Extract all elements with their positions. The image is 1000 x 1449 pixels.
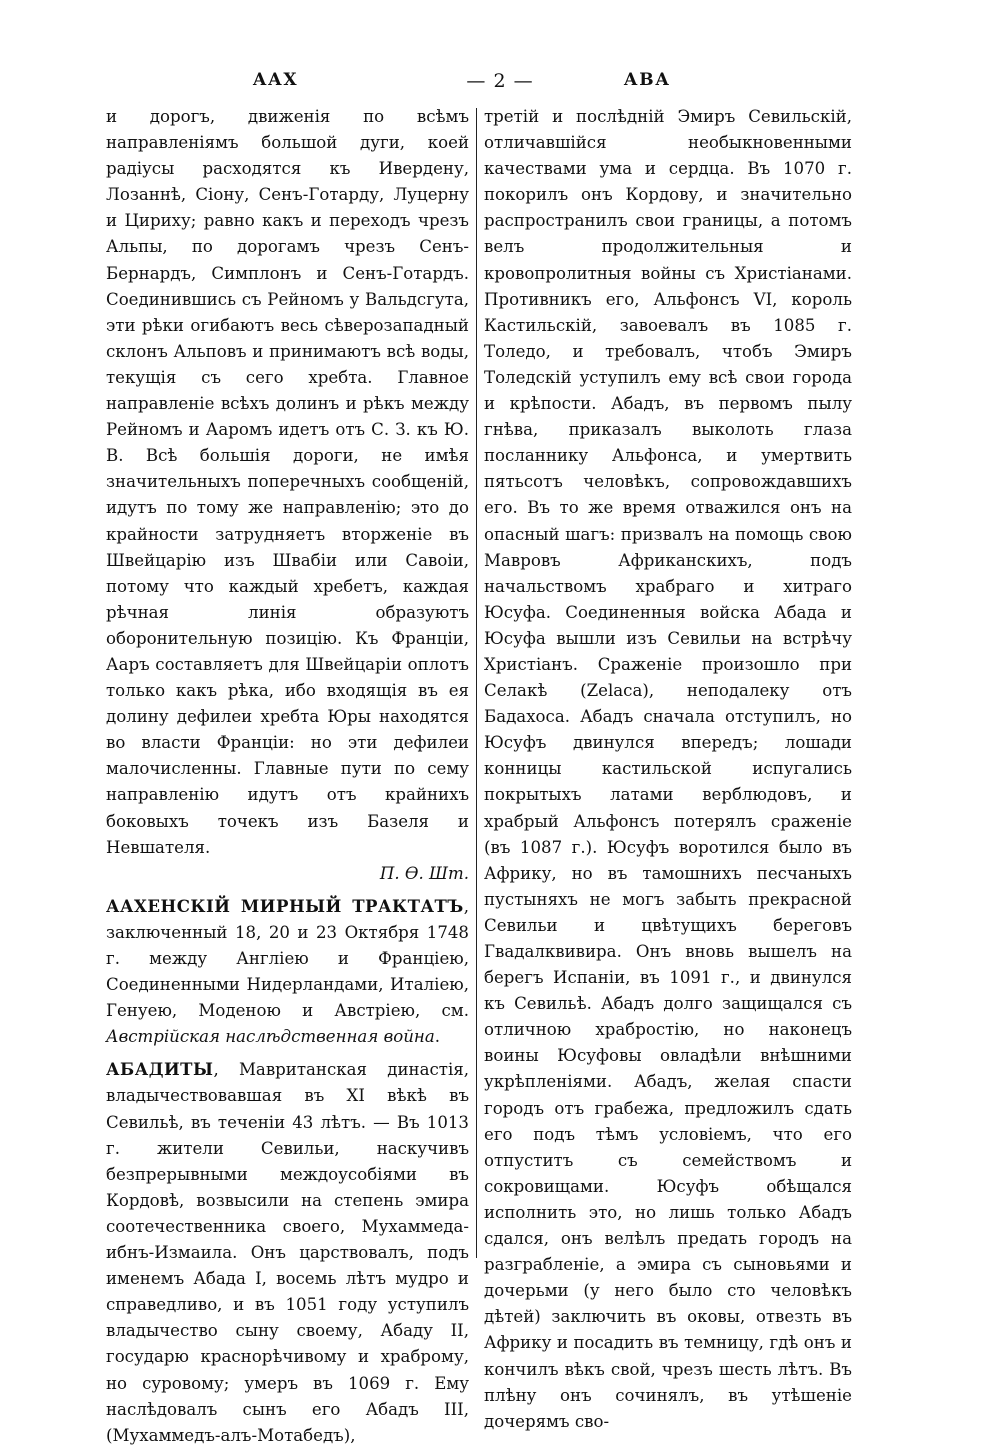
entry-aachen-treaty <box>106 893 469 1051</box>
entry-author-signature: П. Ѳ. Шт. <box>379 863 469 883</box>
entry-body: , Мавританская династія, владычествовавшая въ XI вѣкѣ въ Севильѣ, въ теченіи 43 лѣтъ. — Въ 1013 г. жители Севильи, наскучивъ безпрерывными междоусобіями въ Кордовѣ, возвысили на степень эмира соотечественника своего, Мухаммеда-ибнъ-Измаила. Онъ царствовалъ, подъ именемъ Абада I, восемь лѣтъ мудро и справедливо, и въ 1051 году уступилъ владычество сыну своему, Абаду II, государю краснорѣчивому и храброму, но суровому; умеръ въ 1069 г. Ему наслѣдовалъ сынъ его Абадъ III, (Мухаммедъ-алъ-Мотабедъ), <box>106 1060 469 1445</box>
page-number: — 2 — <box>466 70 534 92</box>
entry-body: , заключенный 18, 20 и 23 Октября 1748 г. между Англіею и Франціею, Соединенными Нидерландами, Италіею, Генуею, Моденою и Австріею, см. <box>106 896 469 1021</box>
continued-entry-text: и дорогъ, движенія по всѣмъ направленіямъ большой дуги, коей радіусы расходятся къ Ивердену, Лозаннѣ, Сіону, Сенъ-Готарду, Луцерну и Цириху; равно какъ и переходъ чрезъ Альпы, по дорогамъ чрезъ Сенъ-Бернардъ, Симплонъ и Сенъ-Готардъ. Соединившись съ Рейномъ у Вальдсгута, эти рѣки огибаютъ весь сѣверозападный склонъ Альповъ и принимаютъ всѣ воды, текущія съ сего хребта. Главное направленіе всѣхъ долинъ и рѣкъ между Рейномъ и Ааромъ идетъ отъ С. З. къ Ю. В. Всѣ большія дороги, не имѣя значительныхъ поперечныхъ сообщеній, идутъ по тому же направленію; это до крайности затрудняетъ вторженіе въ Швейцарію изъ Швабіи или Савоіи, потому что каждый хребетъ, каждая рѣчная линія образуютъ оборонительную позицію. Къ Франціи, Ааръ составляетъ для Швейцаріи оплотъ только какъ рѣка, ибо входящія въ ея долину дефилеи хребта Юры находятся во власти Франціи: но эти дефилеи малочисленны. Главные пути по сему направленію идутъ отъ крайнихъ боковыхъ точекъ изъ Базеля и Невшателя. <box>106 107 469 857</box>
cross-reference: Австрійская наслѣдственная война <box>106 1027 435 1047</box>
header-left-catchword: AAX <box>253 70 299 90</box>
column-divider <box>476 108 477 1258</box>
entry-abadites <box>106 1056 469 1448</box>
right-column <box>484 104 852 1431</box>
entry-end-punct: . <box>434 1027 441 1047</box>
entry-headword: ААХЕНСКІЙ МИРНЫЙ ТРАКТАТЪ <box>106 895 464 916</box>
running-header <box>0 70 1000 100</box>
left-column <box>106 104 469 1445</box>
header-right-catchword: ABA <box>624 70 671 90</box>
continued-entry-text: третій и послѣдній Эмиръ Севильскій, отличавшійся необыкновенными качествами ума и сердца. Въ 1070 г. покорилъ онъ Кордову, и значительно распространилъ свои границы, а потомъ велъ продолжительныя и кровопролитныя войны съ Христіанами. Противникъ его, Альфонсъ VI, король Кастильскій, завоевалъ въ 1085 г. Толедо, и требовалъ, чтобъ Эмиръ Толедскій уступилъ ему всѣ свои города и крѣпости. Абадъ, въ первомъ пылу гнѣва, приказалъ выколоть глаза посланнику Альфонса, и умертвить пятьсотъ человѣкъ, сопровождавшихъ его. Въ то же время отважился онъ на опасный шагъ: призвалъ на помощь свою Мавровъ Африканскихъ, подъ начальствомъ храбраго и хитраго Юсуфа. Соединенныя войска Абада и Юсуфа вышли изъ Севильи на встрѣчу Христіанъ. Сраженіе произошло при Селакѣ (Zelaca), неподалеку отъ Бадахоса. Абадъ сначала отступилъ, но Юсуфъ двинулся впередъ; лошади конницы кастильской испугались покрытыхъ латами верблюдовъ, и храбрый Альфонсъ потерялъ сраженіе (въ 1087 г.). Юсуфъ воротился было въ Африку, но въ тамошнихъ песчаныхъ пустыняхъ не могъ забыть прекрасной Севильи и цвѣтущихъ береговъ Гвадалквивира. Онъ вновь вышелъ на берегъ Испаніи, въ 1091 г., и двинулся къ Севильѣ. Абадъ долго защищался съ отличною храбростію, но наконецъ воины Юсуфовы овладѣли внѣшними укрѣпленіями. Абадъ, желая спасти городъ отъ грабежа, предложилъ сдать его подъ тѣмъ условіемъ, что его отпуститъ съ семействомъ и сокровищами. Юсуфъ обѣщался исполнить это, но лишь только Абадъ сдался, онъ велѣлъ предать городъ на разграбленіе, а эмира съ сыновьями и дочерьми (у него было сто человѣкъ дѣтей) заключить въ оковы, отвезть въ Африку и посадить въ темницу, гдѣ онъ и кончилъ вѣкъ свой, чрезъ шесть лѣтъ. Въ плѣну онъ сочинялъ, въ утѣшеніе дочерямъ сво- <box>484 107 852 1431</box>
entry-headword: АБАДИТЫ <box>106 1059 214 1080</box>
